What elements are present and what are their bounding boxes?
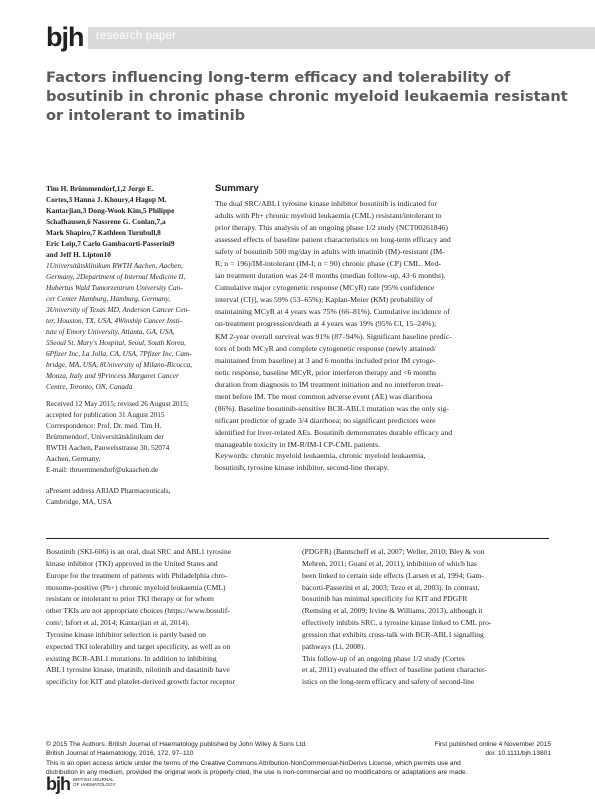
- affiliation-line: cer Center Hamburg, Hamburg, Germany,: [46, 294, 171, 303]
- body-line: been linked to certain side effects (Larsen et al, 1994; Gam-: [302, 570, 484, 580]
- received-line: Aachen, Germany.: [46, 454, 101, 463]
- summary-line: prior therapy. This analysis of an ongoing phase 1/2 study (NCT00261846): [215, 223, 448, 233]
- title-line: bosutinib in chronic phase chronic myeloid leukaemia resistant: [46, 88, 568, 105]
- body-line: ABL1 tyrosine kinase, imatinib, nilotinib and dasatinib have: [46, 665, 230, 675]
- body-column-right: [302, 546, 550, 688]
- body-line: Europe for the treatment of patients with Philadelphia chro-: [46, 570, 228, 580]
- section-label: research paper: [96, 30, 177, 42]
- body-line: (Remsing et al, 2009; Irvine & Williams, 2013), although it: [302, 606, 483, 616]
- doi-link[interactable]: doi: 10.1111/bjh.13801: [485, 750, 551, 758]
- received-line: Correspondence: Prof. Dr. med. Tim H.: [46, 421, 162, 430]
- summary-line: safety of bosutinib 500 mg/day in adults with imatinib (IM)-resistant (IM-: [215, 247, 445, 257]
- summary-line: adults with Ph+ chronic myeloid leukaemia (CML) resistant/intolerant to: [215, 211, 442, 221]
- copyright-line: © 2015 The Authors. British Journal of Haematology published by John Wiley & Sons Ltd.: [46, 741, 307, 748]
- section-divider: [46, 538, 549, 539]
- body-line: specificity for KIT and platelet-derived growth factor receptor: [46, 677, 235, 687]
- affiliation-line: tute of Emory University, Atlanta, GA, USA,: [46, 327, 175, 336]
- summary-line: nificant predictor of grade 3/4 diarrhoea; no significant predictors were: [215, 415, 436, 425]
- affiliation-line: bridge, MA, USA, 8University of Milano-Bicocca,: [46, 360, 193, 369]
- page-footer: [46, 740, 551, 778]
- summary-line: ment before IM. The most common adverse event (AE) was diarrhoea: [215, 391, 433, 401]
- body-line: existing BCR-ABL1 mutations. In addition to inhibiting: [46, 653, 217, 663]
- footer-journal-name: [73, 777, 116, 788]
- affiliation-line: Germany, 2Department of Internal Medicine II,: [46, 272, 186, 281]
- body-line: Tyrosine kinase inhibitor selection is partly based on: [46, 629, 206, 639]
- affiliation-line: 5Seoul St. Mary's Hospital, Seoul, South Korea,: [46, 338, 186, 347]
- summary-line: R; n = 196)/IM-intolerant (IM-I; n = 90) chronic phase (CP) CML. Med-: [215, 259, 441, 269]
- summary-line: tors of both MCyR and complete cytogenetic response (newly attained/: [215, 343, 437, 353]
- body-line: pathways (Li, 2008).: [302, 641, 366, 651]
- affiliation-line: Centre, Toronto, ON, Canada: [46, 382, 133, 391]
- affiliation-line: 6Pfizer Inc, La Jolla, CA, USA, 7Pfizer Inc, Cam-: [46, 349, 192, 358]
- summary-line: manageable toxicity in IM-R/IM-I CP-CML patients.: [215, 439, 381, 449]
- journal-logo: bjh: [46, 22, 84, 52]
- summary-line: The dual SRC/ABL1 tyrosine kinase inhibitor bosutinib is indicated for: [215, 199, 437, 208]
- body-line: (PDGFR) (Bantscheff et al, 2007; Weller, 2010; Bley & von: [302, 547, 485, 556]
- affiliation-line: Monza, Italy and 9Princess Margaret Cancer: [46, 371, 179, 380]
- body-line: mosome-positive (Ph+) chronic myeloid leukaemia (CML): [46, 582, 226, 592]
- author-line: Eric Leip,7 Carlo Gambacorti-Passerini9: [46, 239, 175, 248]
- summary-line: assessed effects of baseline patient characteristics on long-term efficacy and: [215, 235, 451, 245]
- summary-line: (86%). Baseline bosutinib-sensitive BCR-ABL1 mutation was the only sig-: [215, 403, 449, 413]
- body-column-left: [46, 546, 284, 688]
- body-line: This follow-up of an ongoing phase 1/2 study (Cortes: [302, 653, 465, 663]
- summary-line: interval (CI)], was 59% (53–65%); Kaplan-Meier (KM) probability of: [215, 295, 433, 305]
- summary-line: identified for liver-related AEs. Bosutinib demonstrates durable efficacy and: [215, 427, 453, 437]
- body-line: effectively inhibits SRC, a tyrosine kinase linked to CML pro-: [302, 618, 492, 628]
- author-info-column: [46, 183, 196, 507]
- license-line: distribution in any medium, provided the original work is properly cited, the use is non-commercial and no modifications or adaptations are made.: [46, 769, 468, 777]
- keywords-text: [215, 450, 550, 474]
- summary-line: ian treatment duration was 24·8 months (median follow-up, 43·6 months).: [215, 271, 446, 281]
- body-line: other TKIs are not appropriate choices (https://www.bosulif-: [46, 606, 230, 616]
- received-line: Brümmendorf, Universitätsklinikum der: [46, 432, 164, 441]
- summary-line: KM 2-year overall survival was 91% (87–94%). Significant baseline predic-: [215, 331, 452, 341]
- body-line: bosutinib has minimal specificity for KIT and PDGFR: [302, 594, 468, 604]
- body-line: kinase inhibitor (TKI) approved in the United States and: [46, 558, 218, 568]
- present-address-line: aPresent address ARIAD Pharmaceuticals,: [46, 486, 171, 495]
- body-line: Mehren, 2011; Guaní et al, 2011), inhibition of which has: [302, 558, 477, 568]
- body-line: et al, 2011) evaluated the effect of baseline patient character-: [302, 665, 487, 675]
- present-address-line: Cambridge, MA, USA: [46, 497, 113, 506]
- body-line: expected TKI tolerability and target specificity, as well as on: [46, 641, 231, 651]
- article-title: [46, 68, 568, 125]
- body-line: Bosutinib (SKI-606) is an oral, dual SRC and ABL1 tyrosine: [46, 547, 232, 556]
- affiliation-line: 1Universitätsklinikum RWTH Aachen, Aachen,: [46, 261, 183, 270]
- footer-logo: bjh: [46, 774, 70, 794]
- affiliation-line: 3University of Texas MD, Anderson Cancer Cen-: [46, 305, 190, 314]
- summary-line: maintaining MCyR at 4 years was 75% (66–81%). Cumulative incidence of: [215, 307, 450, 317]
- publication-date: First published online 4 November 2015: [434, 741, 551, 748]
- body-line: istics on the long-term efficacy and safety of second-line: [302, 677, 475, 687]
- summary-line: on-treatment progression/death at 4 years was 19% (95% CI, 15–24%);: [215, 319, 437, 329]
- license-line: This is an open access article under the terms of the Creative Commons Attribution-NonCommercial-NoDerivs License, which permits use and: [46, 759, 461, 767]
- body-line: bacorti-Passerini et al, 2003; Tezo et al, 2003). In contrast,: [302, 582, 480, 592]
- body-line: resistant or intolerant to prior TKI therapy or for whom: [46, 594, 214, 604]
- title-line: Factors influencing long-term efficacy and tolerability of: [46, 69, 511, 86]
- summary-heading: Summary: [215, 183, 259, 194]
- summary-line: duration from diagnosis to IM treatment initiation and no interferon treat-: [215, 379, 444, 389]
- author-line: Schafhausen,6 Nassrene G. Conlan,7,a: [46, 217, 166, 226]
- keywords-line: bosutinib, tyrosine kinase inhibitor, second-line therapy.: [215, 463, 389, 472]
- summary-line: maintained from baseline) at 3 and 6 months included prior IM cytoge-: [215, 355, 436, 365]
- received-dates: [46, 398, 196, 475]
- author-line: Tim H. Brümmendorf,1,2 Jorge E.: [46, 184, 154, 193]
- journal-name-line: BRITISH JOURNAL: [73, 777, 114, 782]
- present-address: [46, 485, 196, 507]
- summary-line: Cumulative major cytogenetic response (MCyR) rate [95% confidence: [215, 283, 435, 293]
- body-line: gression that exhibits cross-talk with BCR-ABL1 signalling: [302, 629, 484, 639]
- author-line: Kantarjian,3 Dong-Wook Kim,5 Philippe: [46, 206, 175, 215]
- keywords-line: Keywords: chronic myeloid leukaemia, chronic myeloid leukaemia,: [215, 451, 426, 460]
- affiliation-list: [46, 260, 196, 392]
- body-line: com/; Isfort et al, 2014; Kantarjian et al, 2014).: [46, 618, 190, 628]
- affiliation-line: ter, Houston, TX, USA, 4Winship Cancer Insti-: [46, 316, 183, 325]
- author-list: [46, 183, 196, 260]
- received-line: accepted for publication 31 August 2015: [46, 410, 165, 419]
- received-line: RWTH Aachen, Pauwelsstrasse 30, 52074: [46, 443, 170, 452]
- affiliation-line: Hubertus Wald Tumorzentrum University Can-: [46, 283, 183, 292]
- received-line: E-mail: tbruemmendorf@ukaachen.de: [46, 465, 159, 474]
- journal-name-line: OF HAEMATOLOGY: [73, 782, 116, 788]
- author-line: Cortes,3 Hanna J. Khoury,4 Hagop M.: [46, 195, 167, 204]
- summary-text: [215, 198, 550, 451]
- author-line: Mark Shapiro,7 Kathleen Turnbull,8: [46, 228, 161, 237]
- citation-line: British Journal of Haematology, 2016, 172, 97–110: [46, 750, 194, 758]
- title-line: or intolerant to imatinib: [46, 107, 246, 124]
- author-line: and Jeff H. Lipton10: [46, 250, 111, 259]
- summary-line: netic response, baseline MCyR, prior interferon therapy and <6 months: [215, 367, 437, 377]
- received-line: Received 12 May 2015; revised 26 August 2015;: [46, 399, 189, 408]
